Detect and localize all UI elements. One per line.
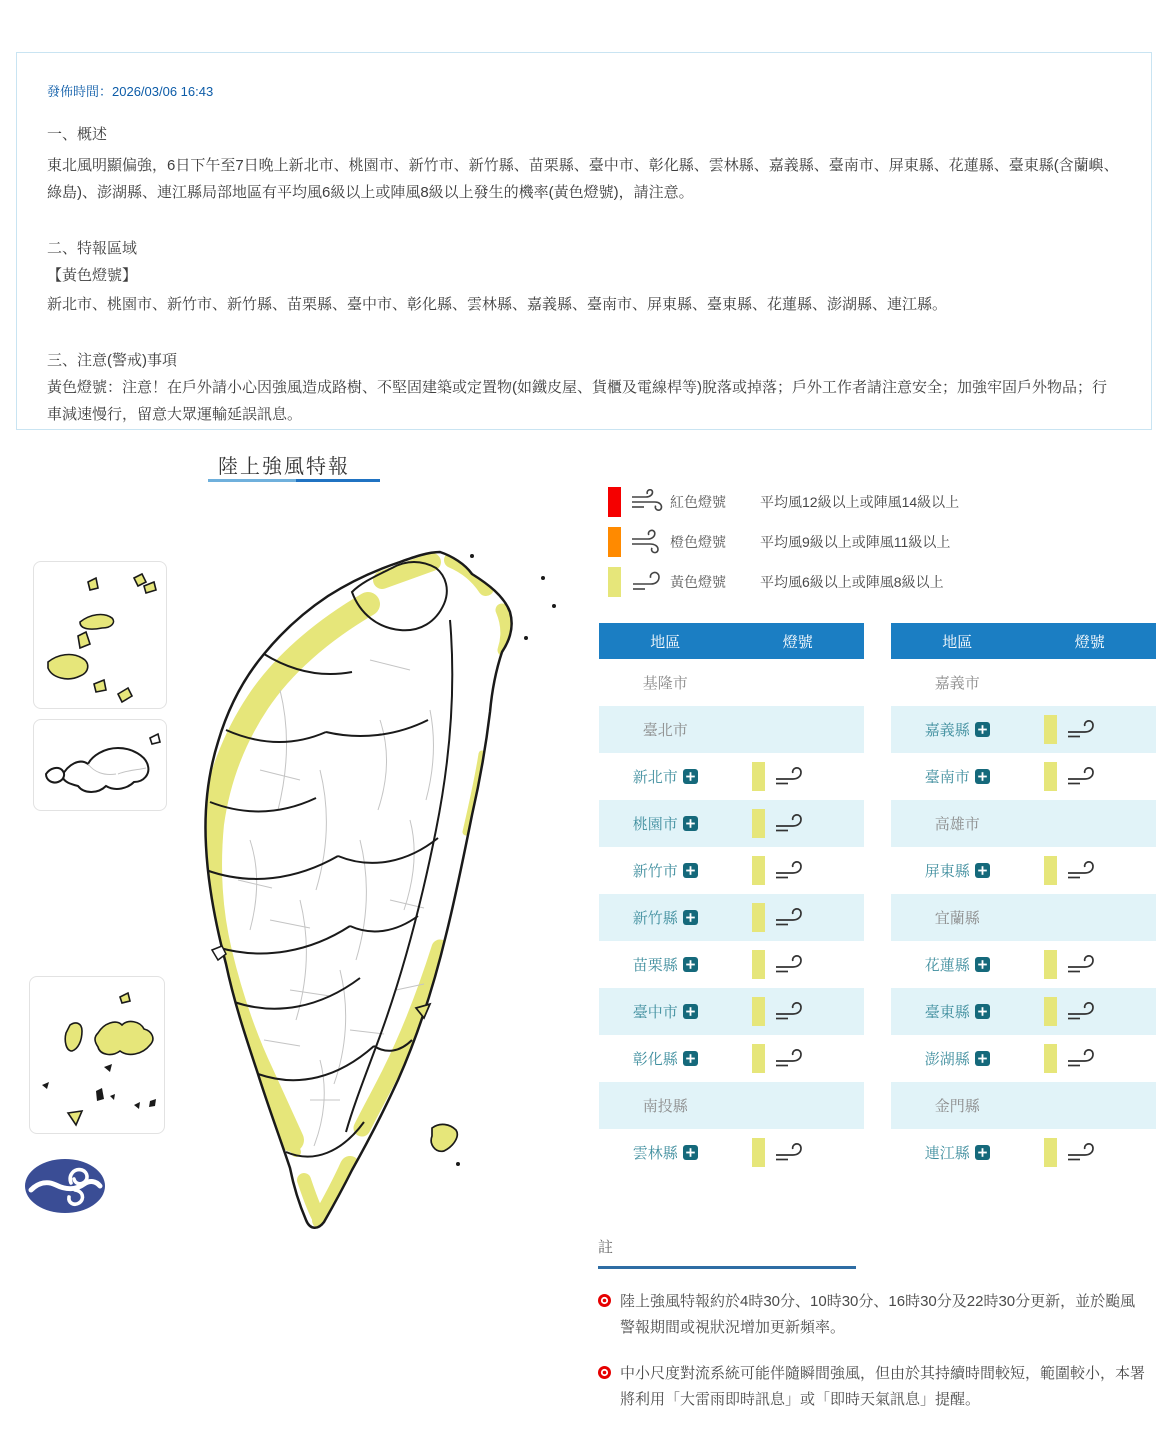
- signal-legend: [608, 482, 1038, 602]
- legend-desc-yellow: 平均風6級以上或陣風8級以上: [760, 574, 944, 590]
- county-link[interactable]: 新北市: [632, 769, 678, 786]
- table-row[interactable]: [599, 941, 864, 988]
- county-link[interactable]: 臺中市: [632, 1004, 678, 1021]
- yellow-signal-bar: [1044, 762, 1057, 791]
- note-item: [598, 1289, 1160, 1341]
- county-link[interactable]: 新竹縣: [632, 910, 678, 927]
- county-label: 南投縣: [642, 1098, 688, 1115]
- table-header: [599, 623, 864, 659]
- legend-row-yellow: [608, 562, 1038, 602]
- wind-icon: [773, 859, 803, 883]
- section3-heading: 三、注意(警戒)事項: [47, 352, 177, 369]
- wind-icon: [1065, 765, 1095, 789]
- expand-plus-icon[interactable]: [975, 1145, 990, 1160]
- county-label: 金門縣: [934, 1098, 980, 1115]
- legend-row-orange: [608, 522, 1038, 562]
- expand-plus-icon[interactable]: [683, 816, 698, 831]
- expand-plus-icon[interactable]: [683, 957, 698, 972]
- inset-matsu-map[interactable]: [33, 561, 167, 709]
- expand-plus-icon[interactable]: [683, 910, 698, 925]
- legend-label-yellow: 黃色燈號: [670, 574, 726, 590]
- county-link[interactable]: 澎湖縣: [924, 1051, 970, 1068]
- table-row: [599, 1082, 864, 1129]
- note-text: 中小尺度對流系統可能伴隨瞬間強風，但由於其持續時間較短，範圍較小，本署將利用「大雷雨即時訊息」或「即時天氣訊息」提醒。: [620, 1365, 1146, 1408]
- expand-plus-icon[interactable]: [683, 1051, 698, 1066]
- table-row[interactable]: [599, 1035, 864, 1082]
- wind-icon: [773, 812, 803, 836]
- yellow-signal-bar: [1044, 950, 1057, 979]
- yellow-signal-bar: [752, 809, 765, 838]
- notes-title: 註: [598, 1239, 614, 1256]
- wind-icon: [1065, 1000, 1095, 1024]
- county-link[interactable]: 新竹市: [632, 863, 678, 880]
- wind-icon: [773, 953, 803, 977]
- yellow-signal-bar: [752, 903, 765, 932]
- county-link[interactable]: 連江縣: [924, 1145, 970, 1162]
- publish-time: 發佈時間：2026/03/06 16:43: [47, 84, 214, 99]
- wind-icon: [1065, 1141, 1095, 1165]
- legend-label-red: 紅色燈號: [670, 494, 726, 510]
- expand-plus-icon[interactable]: [683, 1145, 698, 1160]
- table-row: [891, 894, 1156, 941]
- expand-plus-icon[interactable]: [975, 863, 990, 878]
- table-row[interactable]: [891, 1129, 1156, 1176]
- wind-icon: [1065, 718, 1095, 742]
- legend-row-red: [608, 482, 1038, 522]
- table-row[interactable]: [891, 706, 1156, 753]
- county-link[interactable]: 花蓮縣: [924, 957, 970, 974]
- red-bullet-icon: [598, 1294, 611, 1341]
- county-label: 嘉義市: [934, 675, 980, 692]
- expand-plus-icon[interactable]: [975, 1051, 990, 1066]
- section2-label: 【黃色燈號】: [47, 267, 138, 284]
- county-link[interactable]: 臺南市: [924, 769, 970, 786]
- yellow-signal-bar: [1044, 715, 1057, 744]
- county-link[interactable]: 嘉義縣: [924, 722, 970, 739]
- expand-plus-icon[interactable]: [975, 1004, 990, 1019]
- yellow-signal-swatch: [608, 567, 621, 597]
- orange-signal-swatch: [608, 527, 621, 557]
- county-link[interactable]: 臺東縣: [924, 1004, 970, 1021]
- yellow-signal-bar: [752, 1044, 765, 1073]
- wind-orange-icon: [630, 529, 666, 555]
- table-row[interactable]: [599, 894, 864, 941]
- table-row[interactable]: [599, 1129, 864, 1176]
- county-label: 基隆市: [642, 675, 688, 692]
- wind-red-icon: [630, 489, 666, 515]
- yellow-signal-bar: [752, 762, 765, 791]
- table-row[interactable]: [599, 847, 864, 894]
- wind-icon: [1065, 1047, 1095, 1071]
- note-text: 陸上強風特報約於4時30分、10時30分、16時30分及22時30分更新，並於颱風警報期間或視狀況增加更新頻率。: [620, 1293, 1136, 1336]
- table-row: [891, 800, 1156, 847]
- yellow-signal-bar: [752, 950, 765, 979]
- table-column-header: 燈號: [782, 633, 813, 651]
- table-row[interactable]: [891, 1035, 1156, 1082]
- county-label: 高雄市: [934, 816, 980, 833]
- advisory-box: [16, 52, 1152, 430]
- table-column-header: 地區: [650, 633, 681, 651]
- yellow-signal-bar: [752, 997, 765, 1026]
- notes-underline: [598, 1266, 856, 1269]
- yellow-signal-bar: [1044, 997, 1057, 1026]
- map-title: 陸上強風特報: [218, 456, 350, 478]
- inset-kinmen-map[interactable]: [33, 719, 167, 811]
- notes-section: [598, 1236, 1160, 1413]
- table-row[interactable]: [891, 753, 1156, 800]
- expand-plus-icon[interactable]: [683, 1004, 698, 1019]
- wind-yellow-icon: [630, 569, 666, 595]
- expand-plus-icon[interactable]: [975, 722, 990, 737]
- cwa-logo: [24, 1157, 106, 1215]
- county-label: 臺北市: [642, 722, 688, 739]
- wind-icon: [773, 1141, 803, 1165]
- county-link[interactable]: 屏東縣: [924, 863, 970, 880]
- wind-icon: [1065, 953, 1095, 977]
- table-row[interactable]: [599, 988, 864, 1035]
- table-row: [599, 706, 864, 753]
- wind-icon: [1065, 859, 1095, 883]
- table-row: [891, 1082, 1156, 1129]
- county-link[interactable]: 彰化縣: [632, 1051, 678, 1068]
- table-row[interactable]: [599, 800, 864, 847]
- county-link[interactable]: 桃園市: [632, 816, 678, 833]
- yellow-signal-bar: [1044, 1044, 1057, 1073]
- wind-icon: [773, 906, 803, 930]
- table-row[interactable]: [891, 941, 1156, 988]
- section3-body: 黃色燈號：注意！在戶外請小心因強風造成路樹、不堅固建築或定置物(如鐵皮屋、貨櫃及電線桿等)脫落或掉落；戶外工作者請注意安全；加強牢固戶外物品；行車減速慢行，留意大眾運輸延誤訊息。: [47, 379, 1107, 423]
- expand-plus-icon[interactable]: [975, 957, 990, 972]
- yellow-signal-bar: [1044, 1138, 1057, 1167]
- table-row: [599, 659, 864, 706]
- wind-icon: [773, 1047, 803, 1071]
- county-link[interactable]: 苗栗縣: [632, 957, 678, 974]
- yellow-signal-bar: [752, 856, 765, 885]
- red-signal-swatch: [608, 487, 621, 517]
- signal-table-right: [891, 623, 1156, 1176]
- section2-body: 新北市、桃園市、新竹市、新竹縣、苗栗縣、臺中市、彰化縣、雲林縣、嘉義縣、臺南市、屏東縣、臺東縣、花蓮縣、澎湖縣、連江縣。: [47, 296, 948, 313]
- table-column-header: 地區: [942, 633, 973, 651]
- note-item: [598, 1361, 1160, 1413]
- map-title-underline: [208, 479, 380, 482]
- wind-icon: [773, 765, 803, 789]
- red-bullet-icon: [598, 1366, 611, 1413]
- table-row[interactable]: [599, 753, 864, 800]
- section1-heading: 一、概述: [47, 126, 108, 143]
- county-label: 宜蘭縣: [934, 910, 980, 927]
- expand-plus-icon[interactable]: [683, 769, 698, 784]
- inset-penghu-map[interactable]: [29, 976, 165, 1134]
- table-header: [891, 623, 1156, 659]
- section2-heading: 二、特報區域: [47, 240, 138, 257]
- expand-plus-icon[interactable]: [683, 863, 698, 878]
- wind-icon: [773, 1000, 803, 1024]
- legend-desc-red: 平均風12級以上或陣風14級以上: [760, 494, 960, 510]
- legend-label-orange: 橙色燈號: [670, 534, 726, 550]
- signal-table-left: [599, 623, 864, 1176]
- yellow-signal-bar: [1044, 856, 1057, 885]
- table-row[interactable]: [891, 847, 1156, 894]
- legend-desc-orange: 平均風9級以上或陣風11級以上: [760, 534, 951, 550]
- table-column-header: 燈號: [1074, 633, 1105, 651]
- section1-body: 東北風明顯偏強，6日下午至7日晚上新北市、桃園市、新竹市、新竹縣、苗栗縣、臺中市、彰化縣、雲林縣、嘉義縣、臺南市、屏東縣、花蓮縣、臺東縣(含蘭嶼、綠島)、澎湖縣、連江縣局部地區有平均風6級以上或陣風8級以上發生的機率(黃色燈號)，請注意。: [47, 157, 1119, 201]
- table-row[interactable]: [891, 988, 1156, 1035]
- table-row: [891, 659, 1156, 706]
- county-link[interactable]: 雲林縣: [632, 1145, 678, 1162]
- yellow-signal-bar: [752, 1138, 765, 1167]
- expand-plus-icon[interactable]: [975, 769, 990, 784]
